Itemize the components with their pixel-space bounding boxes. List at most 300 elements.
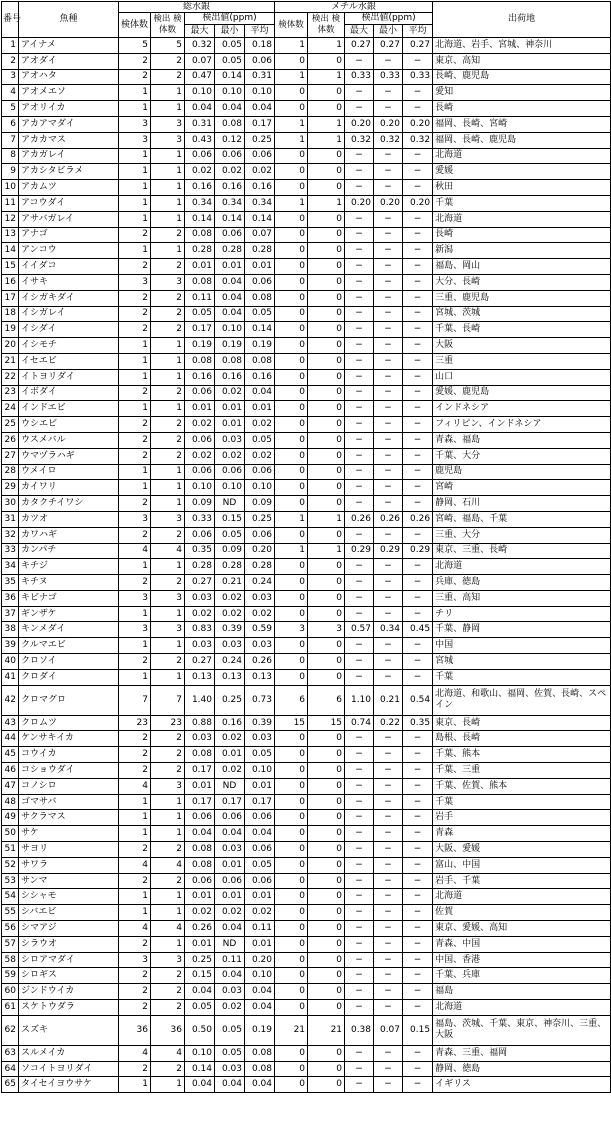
total-max: 0.06 [185,527,215,543]
table-row [2,575,611,591]
total-max: 0.27 [185,575,215,591]
total-max: 0.16 [185,180,215,196]
origin: 富山、中国 [433,857,611,873]
methyl-max: − [345,180,374,196]
origin: 千葉、佐賀、熊本 [433,778,611,794]
total-detected-count: 1 [151,464,185,480]
species-name: スズキ [19,1015,119,1045]
methyl-count: 1 [275,38,308,54]
table-row [2,116,611,132]
methyl-count: 0 [275,369,308,385]
methyl-max: 0.38 [345,1015,374,1045]
methyl-max: − [345,1045,374,1061]
total-max: 0.14 [185,1061,215,1077]
row-no: 19 [2,322,19,338]
origin: 北海道、和歌山、福岡、佐賀、長崎、スペイン [433,685,611,715]
total-min: 0.04 [215,274,245,290]
species-name: シロギス [19,968,119,984]
total-min: 0.12 [215,132,245,148]
table-row [2,984,611,1000]
methyl-max: − [345,385,374,401]
table-body [2,38,611,1093]
origin: 千葉 [433,669,611,685]
row-no: 28 [2,464,19,480]
species-name: アカカマス [19,132,119,148]
origin: 静岡、石川 [433,496,611,512]
methyl-count: 0 [275,826,308,842]
row-no: 7 [2,132,19,148]
total-detected-count: 1 [151,606,185,622]
total-min: 0.16 [215,369,245,385]
methyl-detected-count: 1 [308,38,345,54]
total-avg: 0.06 [245,274,275,290]
species-name: ウメイロ [19,464,119,480]
row-no: 37 [2,606,19,622]
species-name: イイダコ [19,259,119,275]
total-count: 1 [119,889,151,905]
species-name: ジンドウイカ [19,984,119,1000]
table-row [2,810,611,826]
methyl-avg: − [403,259,433,275]
methyl-min: − [374,857,403,873]
methyl-count: 0 [275,921,308,937]
total-max: 0.08 [185,842,215,858]
methyl-avg: 0.20 [403,195,433,211]
table-row [2,590,611,606]
total-count: 1 [119,905,151,921]
total-count: 2 [119,527,151,543]
methyl-avg: − [403,148,433,164]
methyl-avg: − [403,464,433,480]
methyl-avg: − [403,417,433,433]
table-row [2,622,611,638]
methyl-avg: − [403,952,433,968]
total-avg: 0.06 [245,53,275,69]
table-row [2,448,611,464]
total-min: 0.03 [215,984,245,1000]
methyl-avg: − [403,1077,433,1093]
total-min: 0.06 [215,227,245,243]
total-avg: 0.05 [245,747,275,763]
total-detected-count: 2 [151,873,185,889]
methyl-max: − [345,1000,374,1016]
total-count: 2 [119,290,151,306]
methyl-detected-count: 0 [308,448,345,464]
total-avg: 0.14 [245,211,275,227]
methyl-detected-count: 0 [308,53,345,69]
total-detected-count: 1 [151,148,185,164]
row-no: 18 [2,306,19,322]
table-row [2,180,611,196]
row-no: 47 [2,778,19,794]
total-min: 0.05 [215,1045,245,1061]
table-row [2,164,611,180]
methyl-avg: 0.29 [403,543,433,559]
table-row [2,638,611,654]
total-max: 0.06 [185,873,215,889]
row-no: 12 [2,211,19,227]
total-count: 1 [119,353,151,369]
total-max: 0.15 [185,968,215,984]
total-avg: 0.06 [245,527,275,543]
row-no: 54 [2,889,19,905]
total-min: 0.06 [215,464,245,480]
methyl-detected-count: 0 [308,527,345,543]
total-avg: 0.06 [245,873,275,889]
table-row [2,132,611,148]
table-row [2,306,611,322]
table-row [2,559,611,575]
row-no: 34 [2,559,19,575]
methyl-count: 0 [275,763,308,779]
methyl-count: 0 [275,936,308,952]
total-detected-count: 3 [151,274,185,290]
methyl-count: 0 [275,353,308,369]
total-min: 0.04 [215,968,245,984]
header-methyl-detected-count: 検出 検体数 [308,13,345,38]
methyl-count: 1 [275,195,308,211]
total-max: 0.04 [185,826,215,842]
total-max: 0.08 [185,274,215,290]
total-detected-count: 2 [151,322,185,338]
methyl-min: − [374,952,403,968]
methyl-avg: − [403,857,433,873]
species-name: キンメダイ [19,622,119,638]
methyl-max: 0.26 [345,511,374,527]
total-avg: 0.28 [245,559,275,575]
total-detected-count: 2 [151,448,185,464]
row-no: 32 [2,527,19,543]
table-row [2,1000,611,1016]
table-row [2,195,611,211]
methyl-max: − [345,211,374,227]
origin: 三重、高知 [433,590,611,606]
total-avg: 0.05 [245,857,275,873]
origin: 愛媛 [433,164,611,180]
methyl-max: − [345,638,374,654]
methyl-count: 1 [275,511,308,527]
methyl-count: 0 [275,164,308,180]
methyl-max: − [345,731,374,747]
table-row [2,826,611,842]
total-avg: 0.01 [245,778,275,794]
total-detected-count: 1 [151,338,185,354]
methyl-max: − [345,905,374,921]
header-total-max: 最大 [185,25,215,38]
total-detected-count: 4 [151,543,185,559]
methyl-detected-count: 0 [308,731,345,747]
total-max: 0.10 [185,85,215,101]
methyl-min: − [374,1077,403,1093]
total-detected-count: 36 [151,1015,185,1045]
row-no: 65 [2,1077,19,1093]
methyl-count: 0 [275,794,308,810]
total-detected-count: 3 [151,622,185,638]
origin: 宮崎、福島、千葉 [433,511,611,527]
total-avg: 0.04 [245,385,275,401]
total-count: 1 [119,1077,151,1093]
total-avg: 0.19 [245,338,275,354]
methyl-count: 0 [275,905,308,921]
species-name: キビナゴ [19,590,119,606]
total-count: 1 [119,606,151,622]
total-detected-count: 2 [151,968,185,984]
species-name: クルマエビ [19,638,119,654]
row-no: 40 [2,654,19,670]
total-max: 0.16 [185,369,215,385]
total-count: 7 [119,685,151,715]
header-methyl-detected-value: 検出値(ppm) [345,13,433,25]
species-name: キチジ [19,559,119,575]
total-max: 0.01 [185,259,215,275]
species-name: クロダイ [19,669,119,685]
species-name: ケンサキイカ [19,731,119,747]
methyl-max: − [345,826,374,842]
origin: 宮崎 [433,480,611,496]
origin: イギリス [433,1077,611,1093]
total-avg: 0.09 [245,496,275,512]
row-no: 56 [2,921,19,937]
total-min: 0.02 [215,385,245,401]
total-min: 0.02 [215,731,245,747]
methyl-max: − [345,747,374,763]
methyl-detected-count: 0 [308,590,345,606]
methyl-min: − [374,290,403,306]
methyl-count: 0 [275,480,308,496]
total-max: 0.43 [185,132,215,148]
origin: 山口 [433,369,611,385]
origin: 岩手 [433,810,611,826]
total-count: 2 [119,417,151,433]
total-detected-count: 1 [151,180,185,196]
row-no: 27 [2,448,19,464]
total-min: ND [215,778,245,794]
methyl-min: − [374,211,403,227]
total-count: 2 [119,1000,151,1016]
total-min: 0.11 [215,952,245,968]
methyl-count: 3 [275,622,308,638]
total-detected-count: 1 [151,353,185,369]
total-max: 0.05 [185,306,215,322]
methyl-min: − [374,984,403,1000]
methyl-avg: − [403,180,433,196]
table-row [2,543,611,559]
methyl-detected-count: 15 [308,715,345,731]
methyl-min: − [374,968,403,984]
total-avg: 0.07 [245,227,275,243]
methyl-max: − [345,654,374,670]
methyl-min: − [374,669,403,685]
total-avg: 0.17 [245,116,275,132]
methyl-max: − [345,669,374,685]
methyl-avg: − [403,810,433,826]
methyl-detected-count: 0 [308,164,345,180]
species-name: コウイカ [19,747,119,763]
row-no: 35 [2,575,19,591]
methyl-max: − [345,306,374,322]
methyl-avg: − [403,747,433,763]
total-count: 1 [119,211,151,227]
total-max: 0.35 [185,543,215,559]
total-min: 0.02 [215,606,245,622]
methyl-min: 0.21 [374,685,403,715]
species-name: イシガキダイ [19,290,119,306]
total-detected-count: 3 [151,590,185,606]
total-avg: 0.10 [245,763,275,779]
table-row [2,480,611,496]
species-name: イトヨリダイ [19,369,119,385]
methyl-min: − [374,590,403,606]
total-detected-count: 2 [151,654,185,670]
methyl-count: 0 [275,747,308,763]
methyl-max: − [345,968,374,984]
total-detected-count: 2 [151,227,185,243]
total-max: 0.07 [185,53,215,69]
table-row [2,353,611,369]
methyl-max: 0.32 [345,132,374,148]
methyl-count: 0 [275,464,308,480]
methyl-detected-count: 0 [308,638,345,654]
methyl-max: − [345,921,374,937]
methyl-max: − [345,432,374,448]
species-name: スルメイカ [19,1045,119,1061]
table-row [2,511,611,527]
total-detected-count: 3 [151,511,185,527]
total-max: 0.06 [185,148,215,164]
origin: 宮城、茨城 [433,306,611,322]
total-max: 0.01 [185,889,215,905]
methyl-min: − [374,873,403,889]
methyl-detected-count: 0 [308,85,345,101]
total-count: 23 [119,715,151,731]
methyl-avg: − [403,606,433,622]
methyl-min: 0.20 [374,116,403,132]
row-no: 14 [2,243,19,259]
origin: 北海道 [433,889,611,905]
total-avg: 0.13 [245,669,275,685]
total-detected-count: 1 [151,211,185,227]
methyl-min: 0.27 [374,38,403,54]
total-avg: 0.08 [245,290,275,306]
row-no: 59 [2,968,19,984]
origin: 青森、三重、福岡 [433,1045,611,1061]
methyl-min: − [374,306,403,322]
total-avg: 0.05 [245,306,275,322]
total-avg: 0.04 [245,101,275,117]
species-name: サクラマス [19,810,119,826]
species-name: アオダイ [19,53,119,69]
methyl-min: − [374,921,403,937]
origin: フィリピン、インドネシア [433,417,611,433]
methyl-detected-count: 0 [308,259,345,275]
total-avg: 0.04 [245,1077,275,1093]
row-no: 25 [2,417,19,433]
total-max: 0.04 [185,984,215,1000]
row-no: 43 [2,715,19,731]
total-max: 0.06 [185,385,215,401]
row-no: 9 [2,164,19,180]
total-min: 0.01 [215,417,245,433]
total-count: 1 [119,638,151,654]
total-max: 0.17 [185,794,215,810]
methyl-avg: 0.20 [403,116,433,132]
total-detected-count: 1 [151,480,185,496]
total-max: 0.10 [185,480,215,496]
total-count: 1 [119,464,151,480]
total-detected-count: 1 [151,164,185,180]
methyl-min: 0.29 [374,543,403,559]
methyl-count: 0 [275,401,308,417]
methyl-avg: − [403,968,433,984]
row-no: 2 [2,53,19,69]
total-min: 0.01 [215,259,245,275]
total-count: 5 [119,38,151,54]
total-max: 0.10 [185,1045,215,1061]
methyl-max: − [345,338,374,354]
methyl-avg: − [403,85,433,101]
table-row [2,936,611,952]
total-max: 0.19 [185,338,215,354]
total-min: 0.08 [215,116,245,132]
methyl-max: − [345,480,374,496]
total-max: 0.03 [185,590,215,606]
methyl-avg: − [403,889,433,905]
methyl-detected-count: 0 [308,322,345,338]
total-avg: 0.39 [245,715,275,731]
table-row [2,85,611,101]
methyl-detected-count: 0 [308,857,345,873]
methyl-avg: − [403,921,433,937]
total-max: 0.13 [185,669,215,685]
total-min: 0.34 [215,195,245,211]
methyl-min: − [374,936,403,952]
methyl-min: − [374,905,403,921]
methyl-detected-count: 0 [308,984,345,1000]
row-no: 6 [2,116,19,132]
total-max: 0.04 [185,1077,215,1093]
total-detected-count: 2 [151,417,185,433]
total-detected-count: 5 [151,38,185,54]
methyl-count: 0 [275,873,308,889]
methyl-max: − [345,322,374,338]
row-no: 26 [2,432,19,448]
methyl-count: 0 [275,385,308,401]
methyl-avg: 0.35 [403,715,433,731]
methyl-min: − [374,606,403,622]
total-detected-count: 2 [151,731,185,747]
row-no: 15 [2,259,19,275]
methyl-min: − [374,353,403,369]
total-detected-count: 2 [151,290,185,306]
methyl-detected-count: 0 [308,669,345,685]
methyl-min: − [374,559,403,575]
total-min: 0.02 [215,1000,245,1016]
total-avg: 0.08 [245,1045,275,1061]
table-row [2,1077,611,1093]
total-detected-count: 1 [151,496,185,512]
total-min: 0.05 [215,527,245,543]
total-max: 0.33 [185,511,215,527]
total-avg: 0.25 [245,132,275,148]
methyl-min: − [374,826,403,842]
methyl-max: − [345,842,374,858]
total-min: 0.14 [215,69,245,85]
methyl-max: − [345,559,374,575]
total-min: 0.04 [215,921,245,937]
origin: 青森、中国 [433,936,611,952]
species-name: サンマ [19,873,119,889]
table-row [2,747,611,763]
